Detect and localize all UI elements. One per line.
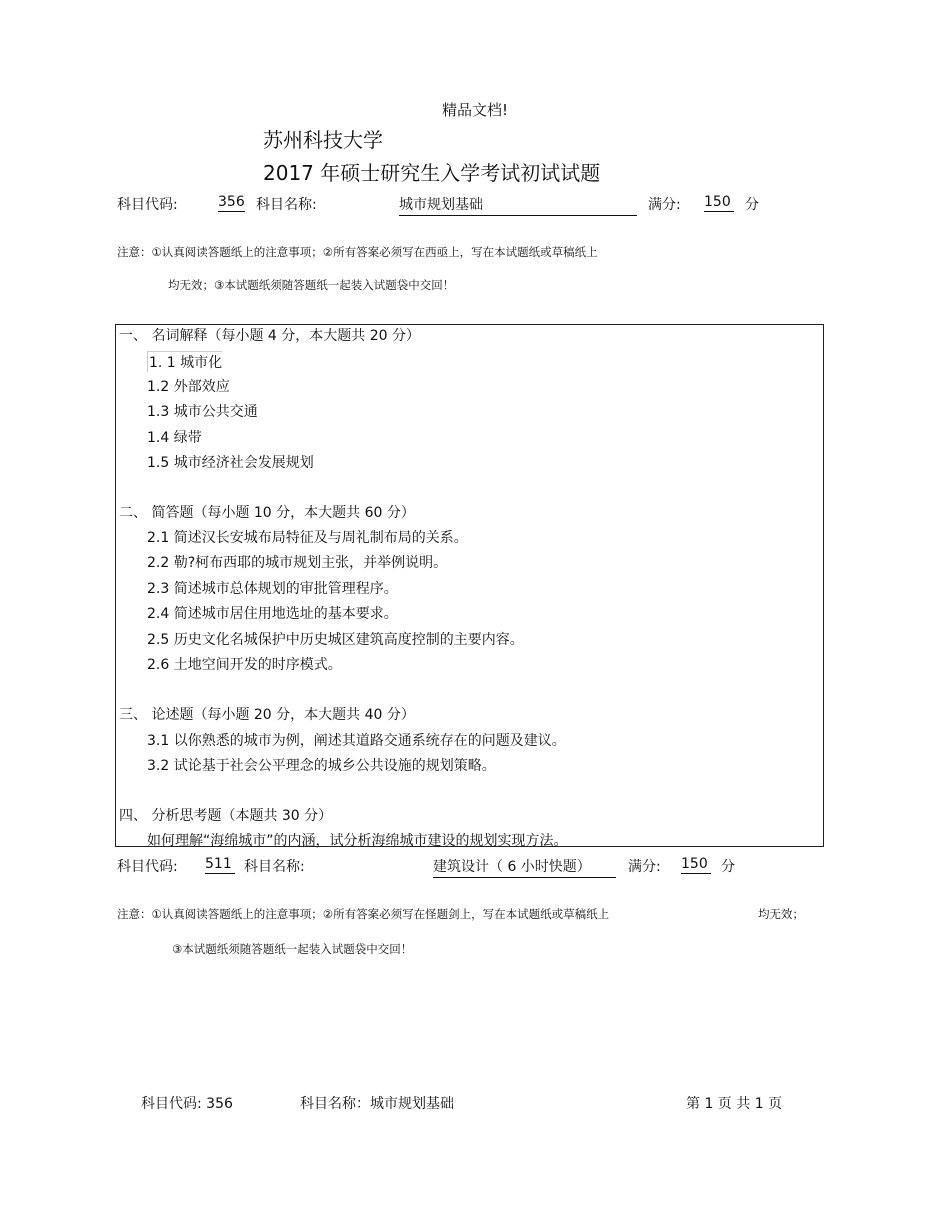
question-item: 2.5 历史文化名城保护中历史城区建筑高度控制的主要内容。 xyxy=(147,632,524,648)
question-item: 1. 1 城市化 xyxy=(147,351,222,372)
notice2-line2: ③本试题纸须随答题纸一起装入试题袋中交回！ xyxy=(172,942,413,956)
subject1-code-label: 科目代码: xyxy=(117,197,178,213)
subject2-score: 150 xyxy=(681,856,711,874)
question-item: 2.2 勒?柯布西耶的城市规划主张，并举例说明。 xyxy=(147,555,448,571)
footer-subject-name: 科目名称：城市规划基础 xyxy=(300,1096,454,1112)
subject2-score-unit: 分 xyxy=(721,859,735,875)
subject1-code: 356 xyxy=(218,194,245,210)
top-label: 精品文档! xyxy=(441,101,508,119)
question-item: 1.3 城市公共交通 xyxy=(147,404,258,420)
subject2-code: 511 xyxy=(205,856,235,874)
subject2-name-label: 科目名称: xyxy=(244,859,305,875)
footer-page-number: 第 1 页 共 1 页 xyxy=(686,1096,783,1112)
question-item: 2.1 简述汉长安城布局特征及与周礼制布局的关系。 xyxy=(147,530,468,546)
subject2-name: 建筑设计（ 6 小时快题） xyxy=(433,856,616,878)
question-box xyxy=(115,324,824,847)
subject2-code-label: 科目代码: xyxy=(117,859,178,875)
subject1-score-unit: 分 xyxy=(745,197,759,213)
notice2-line1: 注意：①认真阅读答题纸上的注意事项；②所有答案必须写在怪题剑上，写在本试题纸或草稿纸上 xyxy=(117,907,610,921)
subject1-name: 城市规划基础 xyxy=(399,194,637,216)
section-heading: 四、 分析思考题（本题共 30 分） xyxy=(119,808,333,824)
subject2-score-label: 满分: xyxy=(628,859,661,875)
question-item: 3.2 试论基于社会公平理念的城乡公共设施的规划策略。 xyxy=(147,758,496,774)
subject1-score-label: 满分: xyxy=(648,197,681,213)
section-heading: 二、 简答题（每小题 10 分，本大题共 60 分） xyxy=(119,505,415,521)
footer-code: 科目代码: 356 xyxy=(141,1096,233,1112)
question-item: 3.1 以你熟悉的城市为例，阐述其道路交通系统存在的问题及建议。 xyxy=(147,733,566,749)
question-item: 1.5 城市经济社会发展规划 xyxy=(147,455,314,471)
section-heading: 一、 名词解释（每小题 4 分，本大题共 20 分） xyxy=(119,328,420,344)
question-item: 1.2 外部效应 xyxy=(147,379,230,395)
section-heading: 三、 论述题（每小题 20 分，本大题共 40 分） xyxy=(119,707,415,723)
university-name: 苏州科技大学 xyxy=(263,128,383,152)
question-item: 如何理解“海绵城市”的内涵，试分析海绵城市建设的规划实现方法。 xyxy=(147,833,568,849)
notice1-line1: 注意：①认真阅读答题纸上的注意事项；②所有答案必须写在西亟上，写在本试题纸或草稿纸上 xyxy=(117,245,598,259)
question-item: 2.3 简述城市总体规划的审批管理程序。 xyxy=(147,581,398,597)
notice2-line1-tail: 均无效； xyxy=(758,907,804,921)
subject1-score: 150 xyxy=(704,194,734,212)
notice1-line2: 均无效；③本试题纸须随答题纸一起装入试题袋中交回！ xyxy=(168,278,455,292)
exam-title: 2017 年硕士研究生入学考试初试试题 xyxy=(263,161,601,185)
question-item: 2.6 土地空间开发的时序模式。 xyxy=(147,657,342,673)
question-item: 1.4 绿带 xyxy=(147,430,202,446)
subject1-name-label: 科目名称: xyxy=(256,197,317,213)
question-item: 2.4 简述城市居住用地选址的基本要求。 xyxy=(147,606,398,622)
